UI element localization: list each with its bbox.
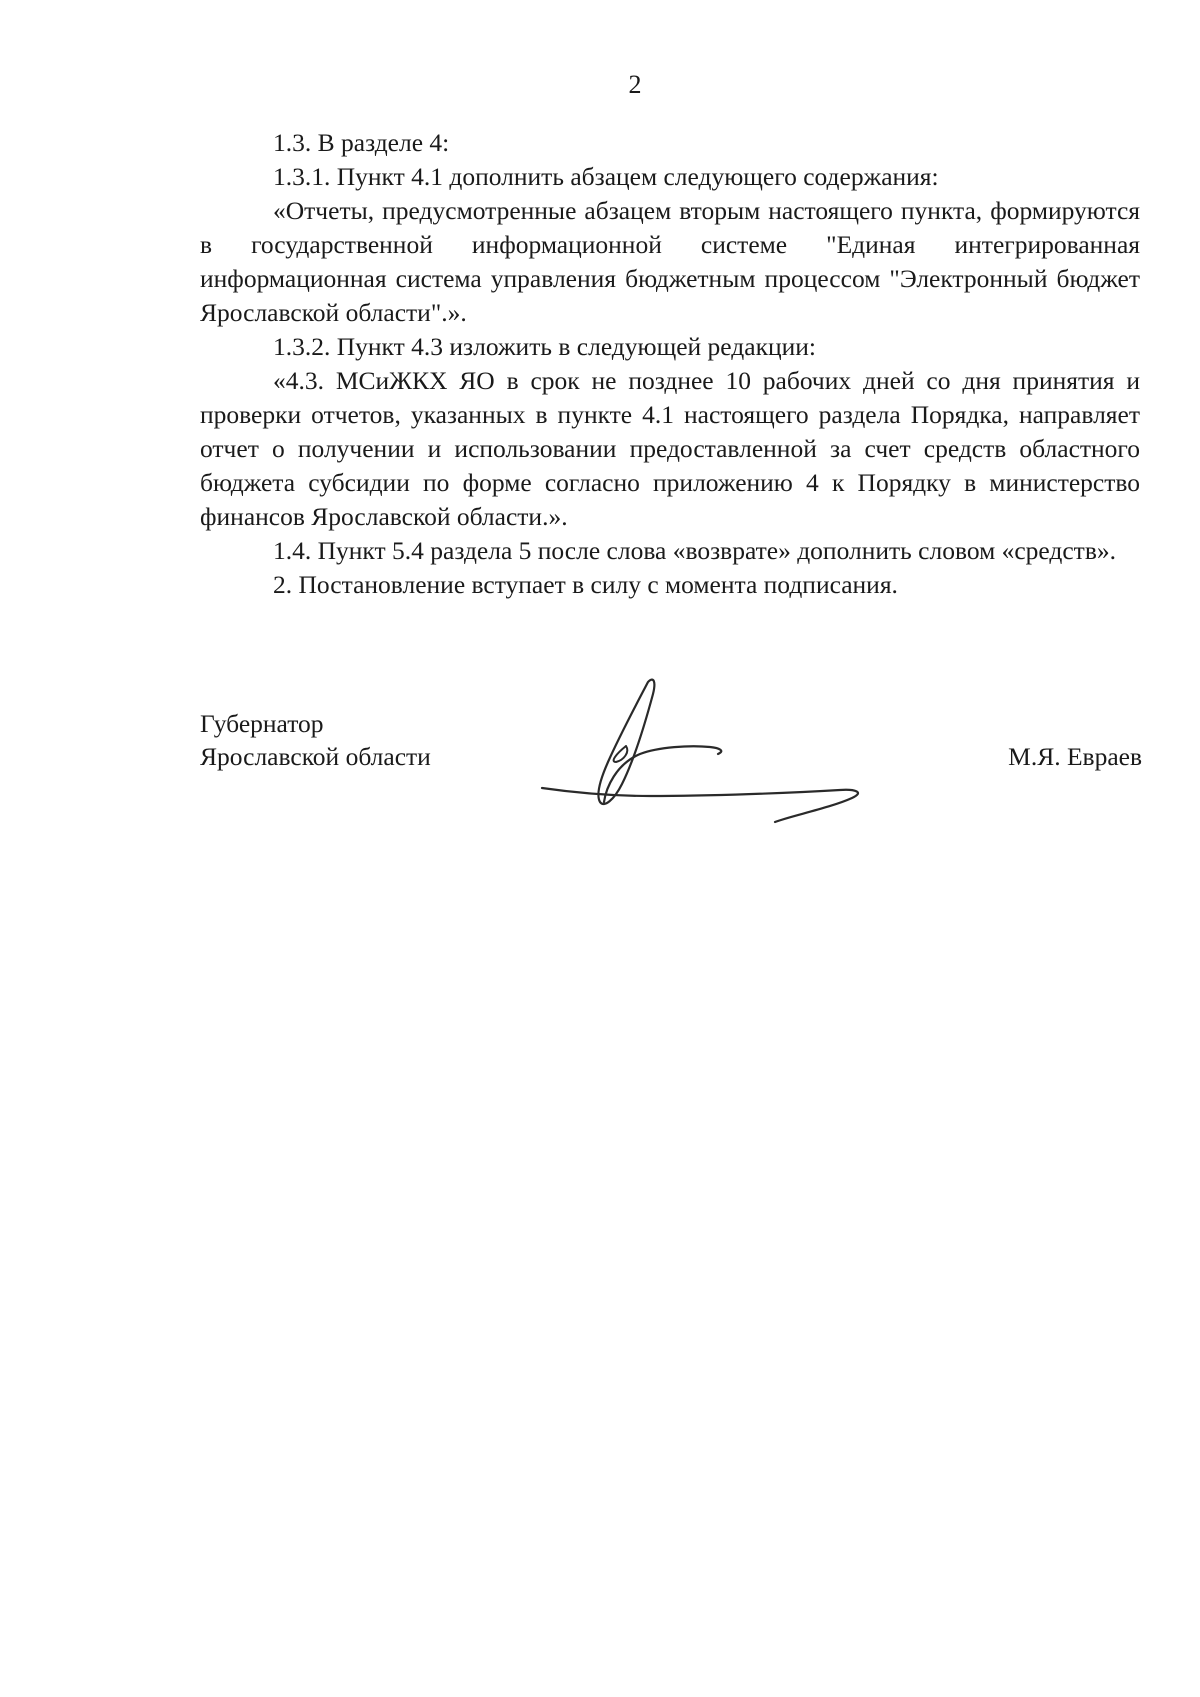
paragraph-1-3: 1.3. В разделе 4:: [273, 128, 450, 157]
paragraph-1-3-1: 1.3.1. Пункт 4.1 дополнить абзацем следующего содержания:: [273, 162, 939, 191]
page-number: 2: [628, 70, 642, 99]
document-body: [200, 126, 1140, 602]
handwritten-signature: [540, 650, 930, 840]
paragraph-quote-4-3: «4.3. МСиЖКХ ЯО в срок не позднее 10 рабочих дней со дня принятия и проверки отчетов, указанных в пункте 4.1 настоящего раздела Порядка, направляет отчет о получении и использовании предоставленной за счет средств областного бюджета субсидии по форме согласно приложению 4 к Порядку в министерство финансов Ярославской области.».: [200, 366, 1140, 531]
signatory-name: М.Я. Евраев: [1008, 742, 1142, 771]
paragraph-1-4: 1.4. Пункт 5.4 раздела 5 после слова «возврате» дополнить словом «средств».: [273, 536, 1116, 565]
paragraph-1-3-2: 1.3.2. Пункт 4.3 изложить в следующей редакции:: [273, 332, 816, 361]
paragraph-quote-reports: «Отчеты, предусмотренные абзацем вторым настоящего пункта, формируются в государственной информационной системе "Единая интегрированная информационная система управления бюджетным процессом "Электронный бюджет Ярославской области".».: [200, 196, 1140, 327]
paragraph-2: 2. Постановление вступает в силу с момента подписания.: [273, 570, 898, 599]
signatory-position-line2: Ярославской области: [200, 742, 431, 771]
signatory-position: [200, 707, 431, 773]
signatory-position-line1: Губернатор: [200, 709, 324, 738]
